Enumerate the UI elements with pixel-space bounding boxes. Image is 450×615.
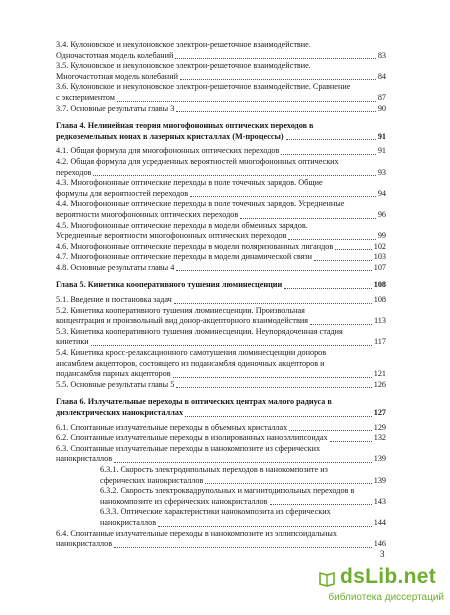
toc-entry-text: нанокомпозите из сферических нанокристаллов [100,496,268,506]
dot-leader [335,249,372,250]
toc-entry-text: Многочастотная модель колебаний [56,71,178,81]
toc-entry-text: 4.6. Многофононные оптические переходы в модели поляризованных лигандов [56,241,334,251]
toc-entry-text: Усредненные вероятности многофононных оптических переходов [56,231,287,241]
toc-entry-text: 4.5. Многофононные оптические переходы в модели обменных зарядов. [56,220,308,230]
toc-entry-3-5 [56,61,386,82]
toc-entry-text: 6.1. Спонтанные излучательные переходы в объемных кристаллах [56,422,288,432]
toc-page-number: 146 [373,539,386,549]
toc-entry-text: подансамбля парных акцепторов [56,369,171,379]
dslib-watermark[interactable] [318,565,444,609]
dot-leader [158,526,372,527]
toc-page-number: 99 [377,231,386,241]
toc-page-number: 87 [377,92,386,102]
dot-leader [91,345,372,346]
dot-leader [176,270,371,271]
toc-entry-4-3 [56,178,386,199]
toc-entry-text: нанокристаллов [56,539,113,549]
toc-page-number: 127 [373,408,386,417]
toc-entry-text: 4.7. Многофононные оптические переходы в модели динамической связи [56,252,313,262]
toc-entry-text: концентрация и произвольный вид донор-акцепторного взаимодействия [56,316,308,326]
dot-leader [240,218,376,219]
toc-entry-6-3-1 [56,465,386,486]
toc-entry-text: 5.4. Кинетика кросс-релаксационного самотушения люминесценции доноров [56,348,327,358]
toc-entry-text: 4.3. Многофононные оптические переходы в поле точечных зарядов. Общие [56,178,323,188]
toc-entry-text: 4.4. Многофононные оптические переходы в поле точечных зарядов. Усредненные [56,199,345,209]
toc-entry-text: 6.2. Спонтанные излучательные переходы в изолированных наноэллипсоидах [56,433,328,443]
chapter-title: Глава 6. Излучательные переходы в оптических центрах малого радиуса в [56,397,332,407]
toc-entry-text: 6.3.1. Скорость электродипольных переходов в нанокомпозите из [100,464,328,474]
toc-entry-text: 3.6. Кулоновское и некулоновское электрон-решеточное взаимодействие. Сравнение [56,82,351,92]
toc-page-number: 143 [373,496,386,506]
toc-chapter-4 [56,121,386,142]
toc-entry-4-1 [56,146,386,157]
toc-entry-5-2 [56,306,386,327]
toc-page-number: 121 [373,369,386,379]
toc-page-number: 108 [373,295,386,305]
dot-leader [190,196,376,197]
toc-chapter-6 [56,397,386,418]
toc-page-number: 91 [377,131,386,141]
dot-leader [176,387,371,388]
toc-entry-text: 6.4. Спонтанные излучательные переходы в нанокомпозите из эллипсоидальных [56,528,337,538]
dot-leader [174,303,372,304]
toc-entry-4-6 [56,242,386,253]
toc-entry-4-8 [56,263,386,274]
toc-entry-text: 4.2. Общая формула для усредненных вероятностей многофононных оптических [56,156,339,166]
toc-entry-text: 4.1. Общая формула для многофононных оптических переходов [56,146,280,156]
toc-entry-5-1 [56,295,386,306]
toc-entry-6-4 [56,529,386,550]
dot-leader [314,260,372,261]
toc-entry-text: ансамблем акцепторов, состоящего из подансамбля одиночных акцепторов и [56,358,325,368]
toc-entry-text: 5.3. Кинетика кооперативного тушения люминесценции. Неупорядоченная стадия [56,326,343,336]
toc-entry-text: 5.1. Введение и постановка задач [56,295,172,305]
chapter-title: Глава 5. Кинетика кооперативного тушения люминесценции [56,280,283,290]
table-of-contents [56,40,386,550]
chapter-title: диэлектрических нанокристаллах [56,408,184,417]
toc-entry-6-3 [56,444,386,465]
toc-page-number: 91 [377,146,386,156]
toc-page-number: 83 [377,50,386,60]
toc-page-number: 126 [373,379,386,389]
toc-page-number: 129 [373,422,386,432]
toc-entry-text: нанокристаллов [56,454,113,464]
toc-page-number: 144 [373,517,386,527]
dot-leader [114,462,372,463]
toc-entry-6-3-3 [56,507,386,528]
toc-page-number: 96 [377,209,386,219]
toc-entry-text: 3.7. Основные результаты главы 3 [56,103,175,113]
dot-leader [93,175,375,176]
toc-page-number: 132 [373,433,386,443]
chapter-title: редкоземельных ионах в лазерных кристаллах (М-процессы) [56,131,284,141]
toc-page-number: 84 [377,71,386,81]
toc-entry-4-7 [56,252,386,263]
watermark-brand: dsLib.net [340,565,437,588]
toc-page-number: 103 [373,252,386,262]
toc-entry-4-4 [56,199,386,220]
dot-leader [176,111,376,112]
dot-leader [330,441,372,442]
toc-entry-5-5 [56,380,386,391]
dot-leader [310,324,372,325]
chapter-title: Глава 4. Нелинейная теория многофононных оптических переходов в [56,121,314,131]
toc-entry-text: нанокристаллов [100,517,157,527]
dot-leader [114,547,372,548]
toc-page-number: 90 [377,103,386,113]
toc-entry-6-2 [56,433,386,444]
toc-entry-text: вероятности многофононных оптических переходов [56,209,239,219]
toc-entry-text: 5.5. Основные результаты главы 5 [56,379,175,389]
page-number: 3 [380,549,385,559]
toc-entry-text: переходов [56,167,92,177]
book-icon [318,569,336,587]
toc-entry-text: с экспериментом [56,92,115,102]
toc-page-number: 93 [377,167,386,177]
toc-entry-text: сферических нанокристаллов [100,475,204,485]
dot-leader [281,154,375,155]
toc-entry-text: 4.8. Основные результаты главы 4 [56,262,175,272]
toc-chapter-5 [56,280,386,291]
dot-leader [205,483,371,484]
toc-page-number: 107 [373,262,386,272]
dot-leader [289,430,371,431]
toc-entry-5-4 [56,348,386,380]
dot-leader [288,239,375,240]
toc-entry-text: 5.2. Кинетика кооперативного тушения люминесценции. Произвольная [56,305,305,315]
toc-entry-text: формулы для вероятностей переходов [56,188,189,198]
toc-page-number: 117 [374,337,386,347]
dot-leader [270,504,372,505]
dot-leader [173,377,372,378]
toc-entry-text: 3.4. Кулоновское и некулоновское электрон-решеточное взаимодействие. [56,40,311,49]
toc-page-number: 139 [373,454,386,464]
dot-leader [284,288,372,289]
toc-entry-4-5 [56,221,386,242]
toc-entry-6-1 [56,423,386,434]
toc-entry-text: 3.5. Кулоновское и некулоновское электрон-решеточное взаимодействие. [56,61,311,71]
toc-entry-3-7 [56,104,386,115]
dot-leader [117,101,376,102]
toc-entry-3-6 [56,82,386,103]
toc-entry-4-2 [56,157,386,178]
dot-leader [286,139,376,140]
dot-leader [180,79,376,80]
toc-entry-text: 6.3. Спонтанные излучательные переходы в нанокомпозите из сферических [56,443,321,453]
toc-entry-text: Одночастотная модель колебаний [56,50,174,60]
toc-entry-3-4 [56,40,386,61]
watermark-tagline: библиотека диссертаций [328,592,444,603]
toc-entry-5-3 [56,327,386,348]
toc-entry-text: 6.3.3. Оптические характеристики нанокомпозита из сферических [100,507,331,517]
dot-leader [185,416,372,417]
toc-page-number: 139 [373,475,386,485]
toc-page-number: 113 [374,316,386,326]
toc-page-number: 102 [373,241,386,251]
toc-entry-text: кинетики [56,337,89,347]
toc-entry-text: 6.3.2. Скорость электроквадрупольных и магнитодипольных переходов в [100,486,355,496]
toc-entry-6-3-2 [56,486,386,507]
toc-page-number: 108 [373,280,386,290]
dot-leader [175,58,375,59]
toc-page-number: 94 [377,188,386,198]
